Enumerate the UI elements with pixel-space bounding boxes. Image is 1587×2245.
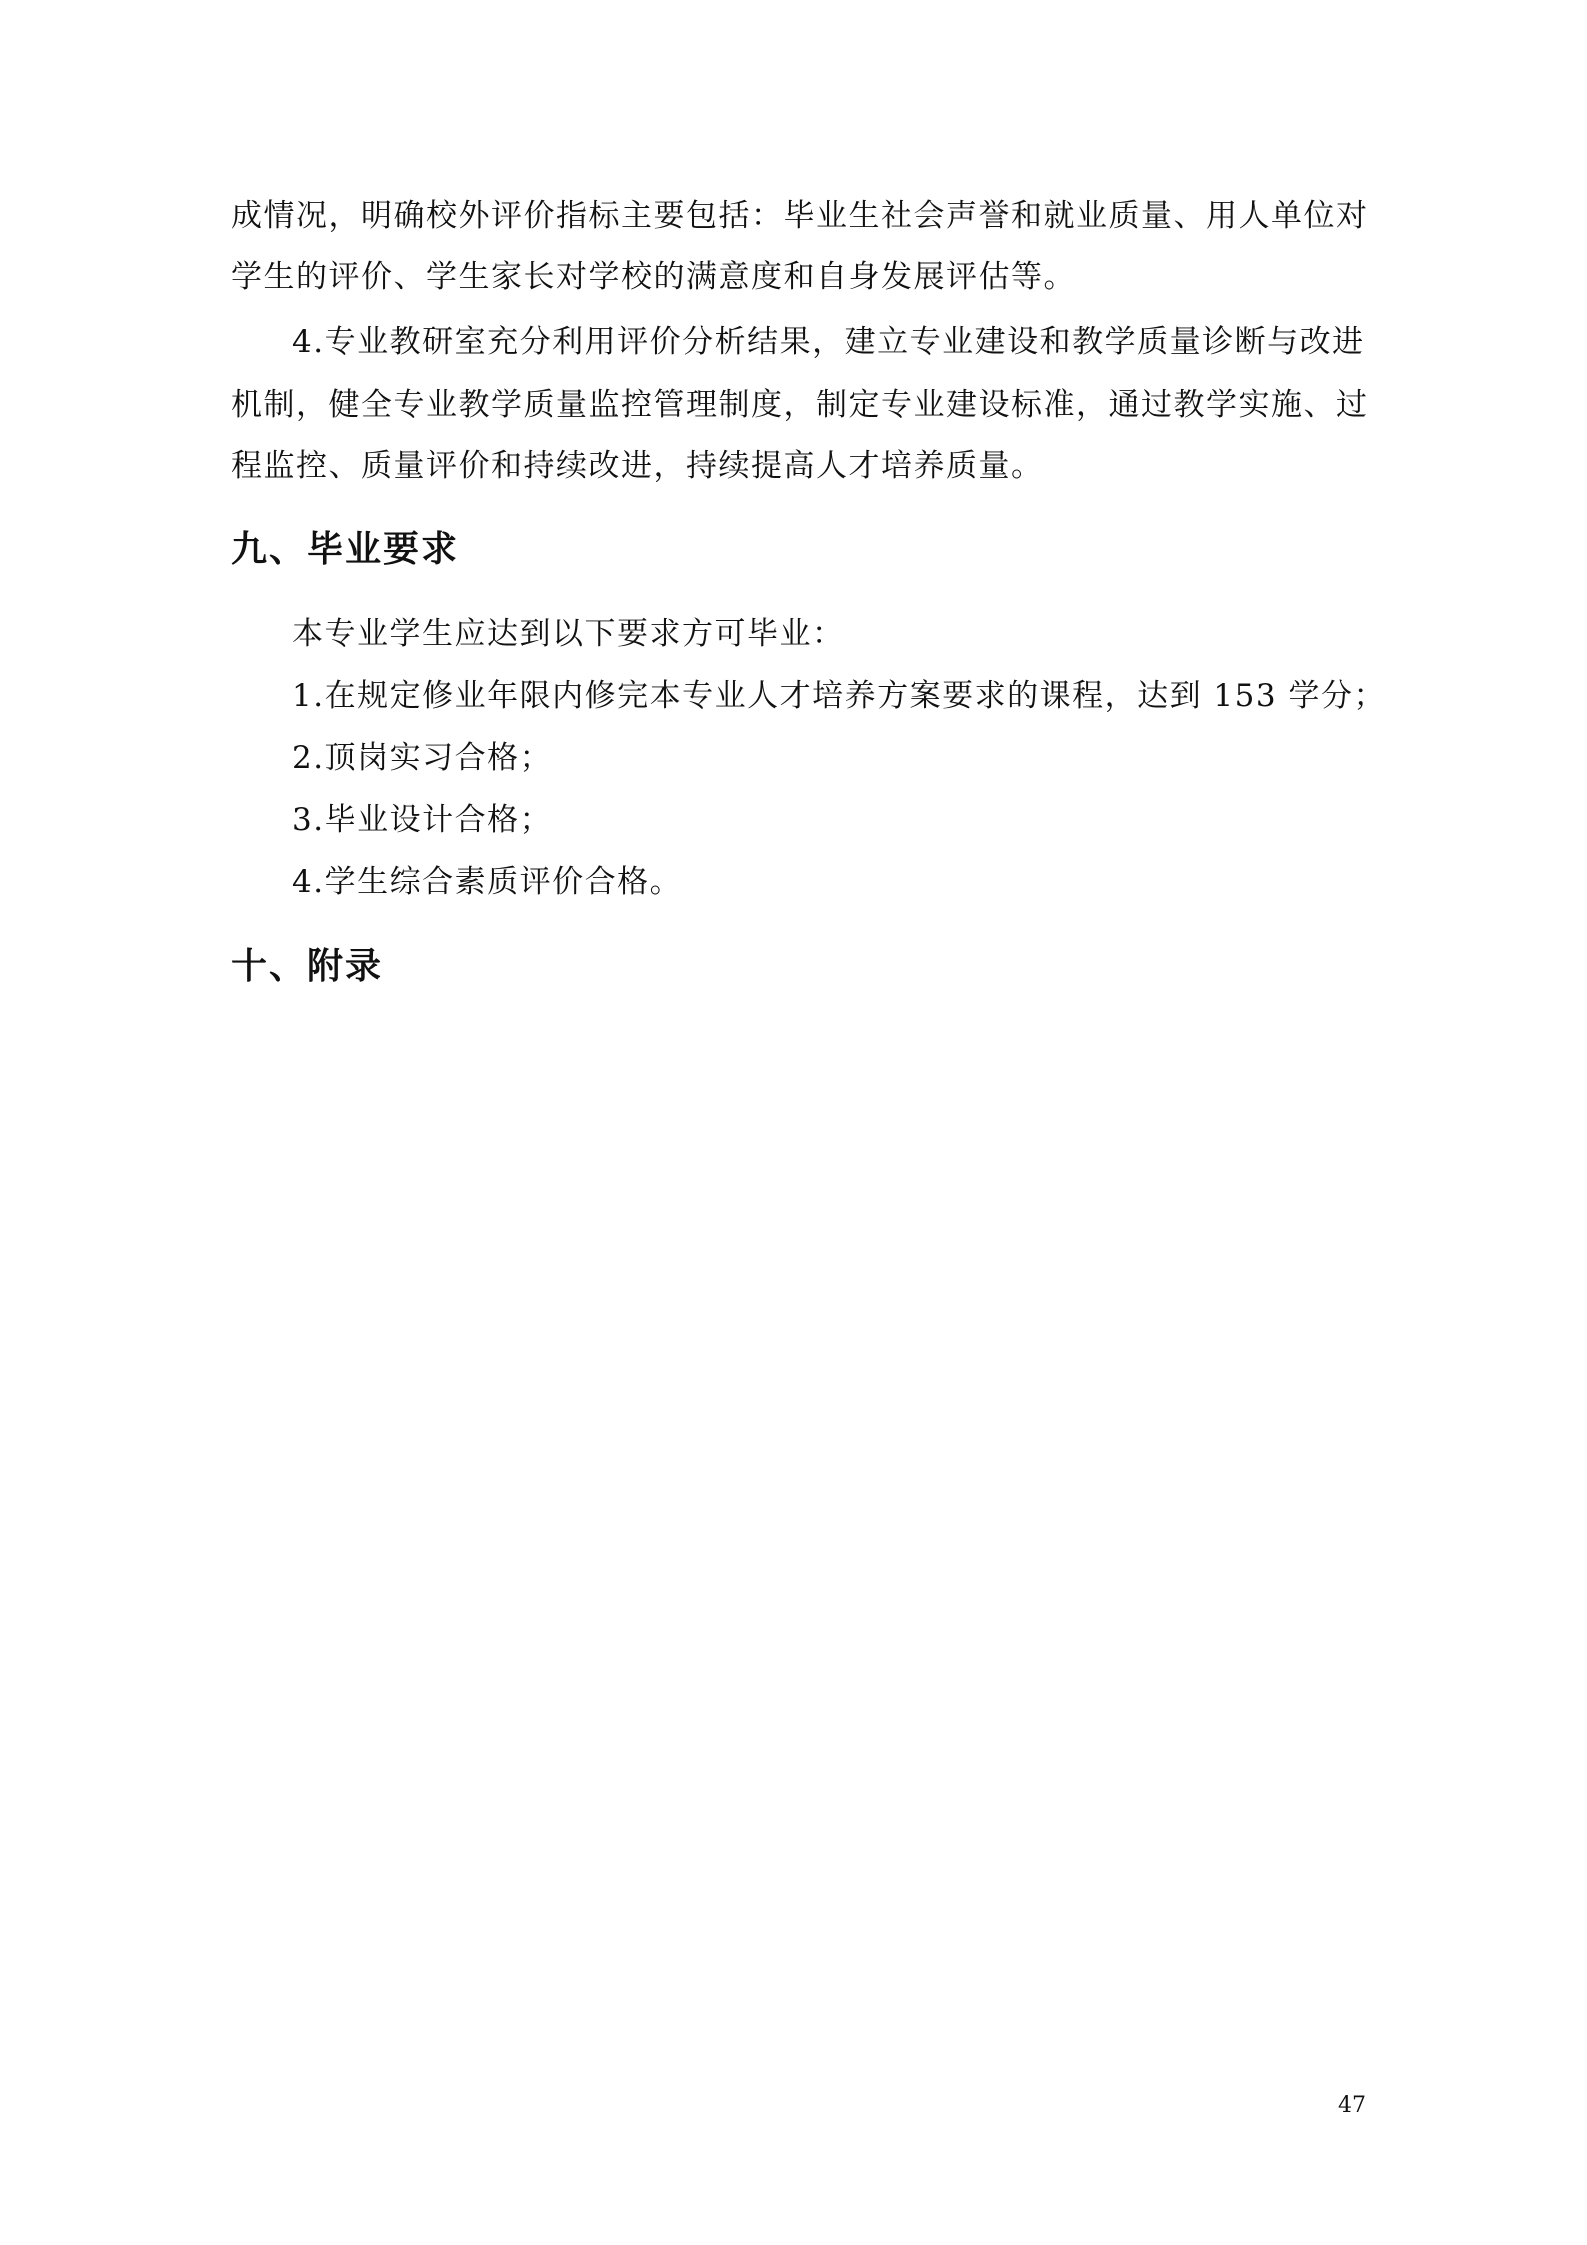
paragraph-line: 学生的评价、学生家长对学校的满意度和自身发展评估等。 [231,259,1076,295]
paragraph-line: 4.专业教研室充分利用评价分析结果，建立专业建设和教学质量诊断与改进 [292,324,1365,360]
paragraph-line: 成情况，明确校外评价指标主要包括：毕业生社会声誉和就业质量、用人单位对 [231,198,1369,234]
section-heading-graduation-requirements: 九、毕业要求 [231,529,460,570]
list-item: 2.顶岗实习合格； [292,740,553,776]
list-item: 1.在规定修业年限内修完本专业人才培养方案要求的课程，达到 153 学分； [292,678,1386,714]
page-number: 47 [1338,2093,1366,2118]
paragraph-line: 本专业学生应达到以下要求方可毕业： [292,616,845,652]
list-item: 4.学生综合素质评价合格。 [292,864,683,900]
paragraph-line: 程监控、质量评价和持续改进，持续提高人才培养质量。 [231,448,1044,484]
list-item: 3.毕业设计合格； [292,802,553,838]
section-heading-appendix: 十、附录 [231,946,384,987]
paragraph-line: 机制，健全专业教学质量监控管理制度，制定专业建设标准，通过教学实施、过 [231,387,1369,423]
